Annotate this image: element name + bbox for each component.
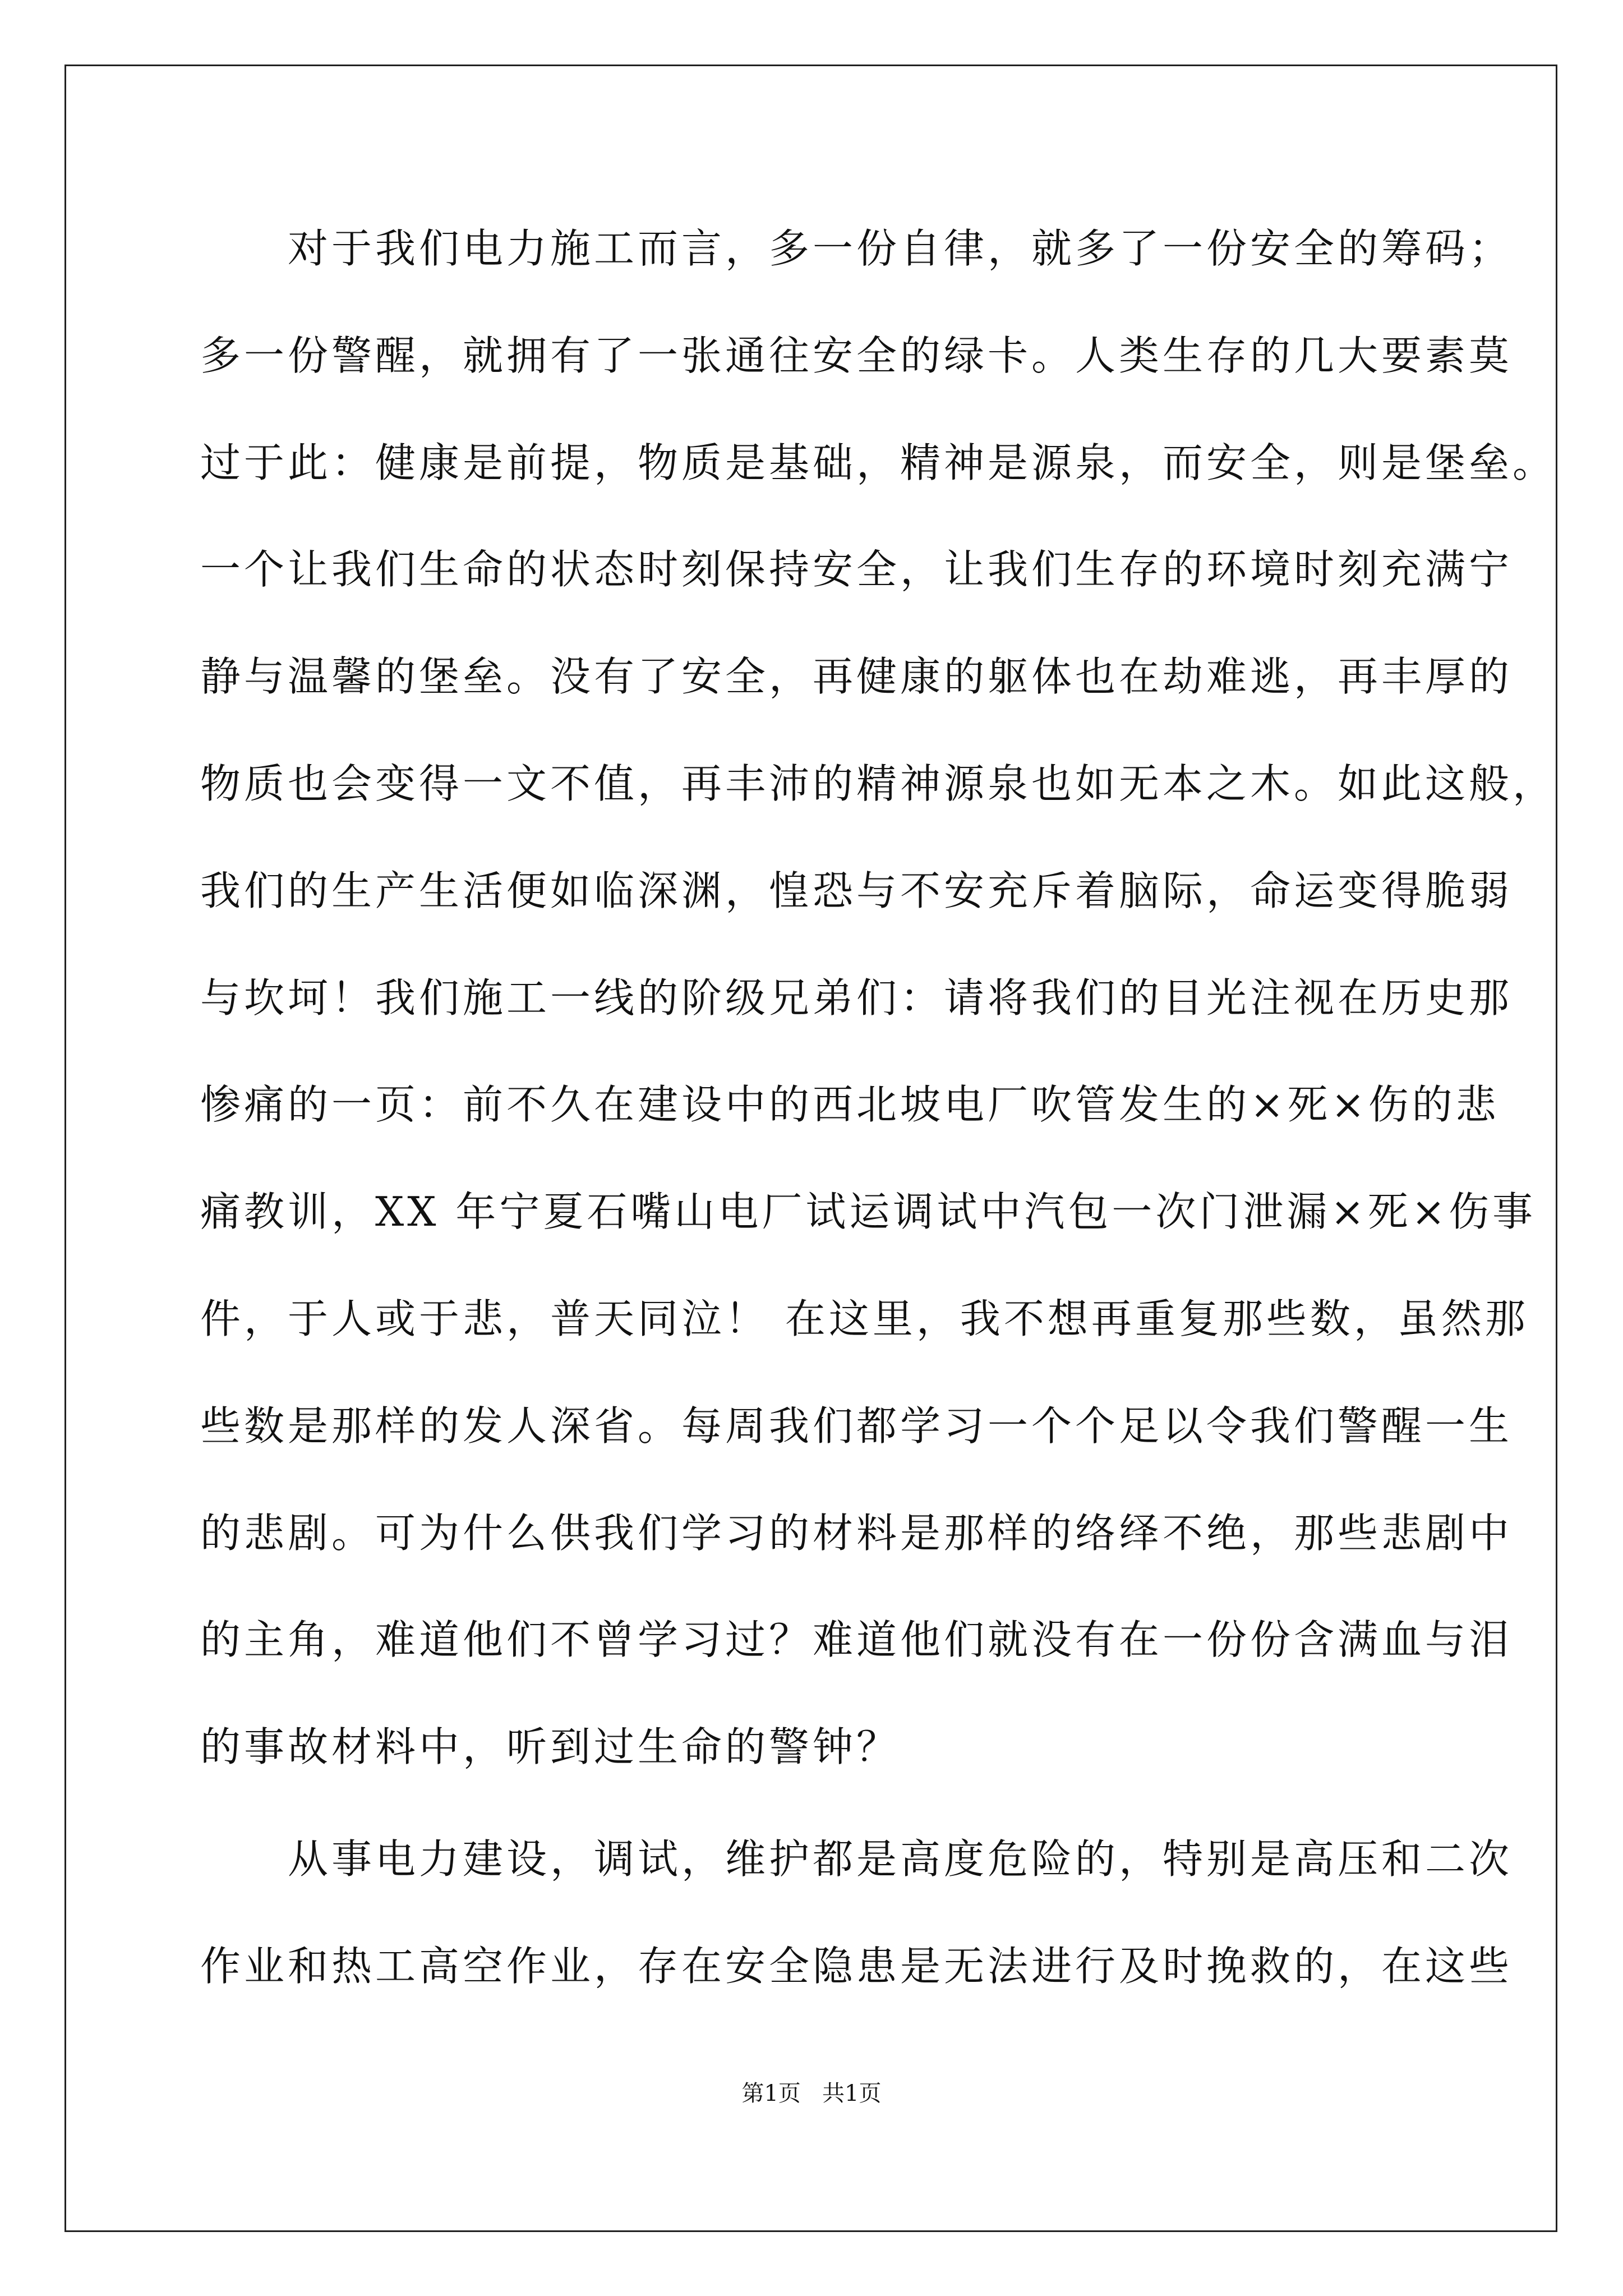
- text-line: 物质也会变得一文不值，再丰沛的精神源泉也如无本之木。如此这般，: [200, 760, 1557, 807]
- text-line: 对于我们电力施工而言，多一份自律，就多了一份安全的筹码；: [200, 225, 1513, 272]
- text-line: 的主角，难道他们不曾学习过？难道他们就没有在一份份含满血与泪: [200, 1616, 1513, 1664]
- text-line: 我们的生产生活便如临深渊，惶恐与不安充斥着脑际，命运变得脆弱: [200, 867, 1513, 914]
- text-line: 静与温馨的堡垒。没有了安全，再健康的躯体也在劫难逃，再丰厚的: [200, 653, 1513, 701]
- text-line: 惨痛的一页：前不久在建设中的西北坡电厂吹管发生的×死×伤的悲: [200, 1081, 1500, 1129]
- text-line: 与坎坷！我们施工一线的阶级兄弟们：请将我们的目光注视在历史那: [200, 974, 1513, 1022]
- text-line: 些数是那样的发人深省。每周我们都学习一个个足以令我们警醒一生: [200, 1402, 1513, 1450]
- text-line: 过于此：健康是前提，物质是基础，精神是源泉，而安全，则是堡垒。: [200, 439, 1557, 486]
- text-line: 一个让我们生命的状态时刻保持安全，让我们生存的环境时刻充满宁: [200, 546, 1513, 593]
- text-line: 作业和热工高空作业，存在安全隐患是无法进行及时挽救的，在这些: [200, 1942, 1513, 1990]
- text-line: 的悲剧。可为什么供我们学习的材料是那样的络绎不绝，那些悲剧中: [200, 1509, 1513, 1557]
- text-line: 痛教训，XX 年宁夏石嘴山电厂试运调试中汽包一次门泄漏×死×伤事: [200, 1188, 1537, 1236]
- text-line: 件，于人或于悲，普天同泣！ 在这里，我不想再重复那些数，虽然那: [200, 1295, 1529, 1342]
- text-line: 多一份警醒，就拥有了一张通往安全的绿卡。人类生存的几大要素莫: [200, 332, 1513, 379]
- text-line: 的事故材料中，听到过生命的警钟？: [200, 1723, 901, 1771]
- document-body: [200, 218, 1557, 2042]
- page-number-footer: 第1页 共1页: [741, 2081, 882, 2106]
- text-line: 从事电力建设，调试，维护都是高度危险的，特别是高压和二次: [200, 1835, 1513, 1883]
